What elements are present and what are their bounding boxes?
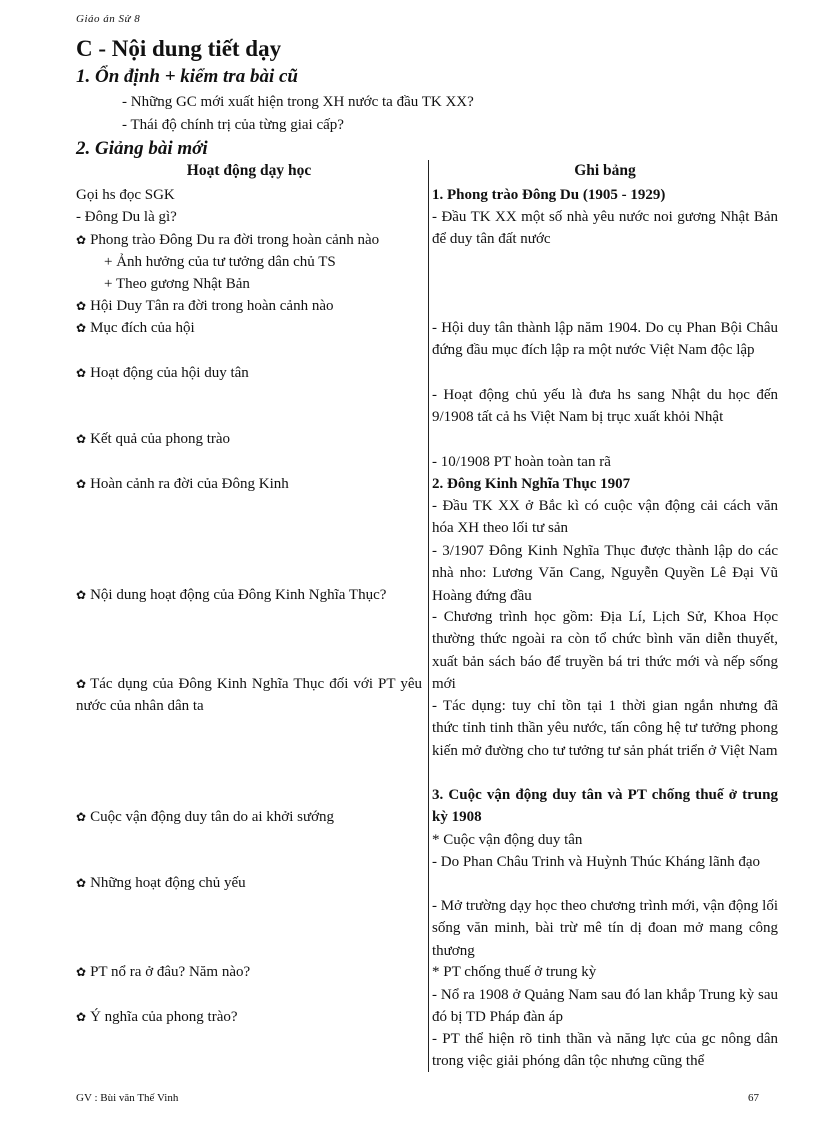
right-item: - 10/1908 PT hoàn toàn tan rã — [432, 454, 611, 470]
right-item: - Hoạt động chủ yếu là đưa hs sang Nhật du học đến 9/1908 tất cả hs Việt Nam bị trục xuất khỏi Nhật — [432, 387, 778, 426]
section-title: C - Nội dung tiết dạy — [76, 36, 282, 61]
flower-bullet-icon — [76, 964, 90, 980]
right-item: - Chương trình học gồm: Địa Lí, Lịch Sử, Khoa Học thường thức ngoài ra còn tổ chức bình văn diễn thuyết, xuất bản sách báo để truyền bá tri thức mới và nếp sống mới — [432, 609, 778, 692]
left-item: + Theo gương Nhật Bản — [104, 276, 250, 292]
review-question-1: - Những GC mới xuất hiện trong XH nước ta đầu TK XX? — [122, 94, 474, 110]
right-item: - PT thể hiện rõ tinh thần và năng lực của gc nông dân trong việc giải phóng dân tộc nhưng cũng thể — [432, 1031, 778, 1070]
right-item: - Tác dụng: tuy chỉ tồn tại 1 thời gian ngắn nhưng đã thức tỉnh tinh thần yêu nước, tấn công hệ tư tưởng phong kiến mở đường cho tư tưởng tư sản phát triển ở Việt Nam — [432, 698, 778, 759]
footer-page-number: 67 — [748, 1092, 759, 1104]
column-header-activities: Hoạt động dạy học — [186, 162, 312, 179]
left-item: Gọi hs đọc SGK — [76, 187, 175, 203]
right-item: * PT chống thuế ở trung kỳ — [432, 964, 597, 980]
left-item: ✿ Hội Duy Tân ra đời trong hoàn cảnh nào — [76, 295, 422, 317]
right-item: - Mở trường dạy học theo chương trình mới, vận động lối sống văn minh, bài trừ mê tín dị đoan mở mang công thương — [432, 898, 778, 959]
flower-bullet-icon — [76, 676, 90, 692]
right-heading: 2. Đông Kinh Nghĩa Thục 1907 — [432, 476, 631, 492]
right-item: - Đầu TK XX một số nhà yêu nước noi gương Nhật Bản để duy tân đất nước — [432, 209, 778, 248]
flower-bullet-icon — [76, 587, 90, 603]
right-item: - Nổ ra 1908 ở Quảng Nam sau đó lan khắp Trung kỳ sau đó bị TD Pháp đàn áp — [432, 987, 778, 1026]
left-item: ✿ Cuộc vận động duy tân do ai khởi sướng — [76, 806, 422, 828]
footer-author: GV : Bùi văn Thế Vinh — [76, 1092, 179, 1104]
flower-bullet-icon — [76, 298, 90, 314]
left-item: ✿ Mục đích của hội — [76, 317, 422, 339]
header-note: Giáo án Sử 8 — [76, 13, 141, 25]
flower-bullet-icon — [76, 875, 90, 891]
right-item: - 3/1907 Đông Kinh Nghĩa Thục được thành lập do các nhà nho: Lương Văn Cang, Nguyễn Quyền Lê Đại Vũ Hoàng đứng đầu — [432, 543, 778, 604]
flower-bullet-icon — [76, 232, 90, 248]
flower-bullet-icon — [76, 320, 90, 336]
column-divider — [428, 160, 429, 1072]
flower-bullet-icon — [76, 809, 90, 825]
flower-bullet-icon — [76, 1009, 90, 1025]
left-item: ✿ Hoạt động của hội duy tân — [76, 362, 422, 384]
right-heading: 1. Phong trào Đông Du (1905 - 1929) — [432, 187, 666, 203]
right-item: - Đầu TK XX ở Bắc kì có cuộc vận động cải cách văn hóa XH theo lối tư sản — [432, 498, 778, 537]
left-item: ✿ PT nổ ra ở đâu? Năm nào? — [76, 961, 422, 983]
left-item: ✿ Kết quả của phong trào — [76, 428, 422, 450]
part1-title: 1. Ổn định + kiểm tra bài cũ — [76, 66, 298, 87]
part2-title: 2. Giảng bài mới — [76, 138, 208, 159]
left-item: - Đông Du là gì? — [76, 209, 177, 225]
left-item: ✿ Ý nghĩa của phong trào? — [76, 1006, 422, 1028]
flower-bullet-icon — [76, 476, 90, 492]
right-item: - Hội duy tân thành lập năm 1904. Do cụ Phan Bội Châu đứng đầu mục đích lập ra một nước Việt Nam độc lập — [432, 320, 778, 359]
left-item: ✿ Những hoạt động chủ yếu — [76, 872, 422, 894]
column-header-notes: Ghi bảng — [574, 162, 636, 179]
right-item: * Cuộc vận động duy tân — [432, 832, 583, 848]
left-item: ✿ Phong trào Đông Du ra đời trong hoàn cảnh nào — [76, 229, 422, 251]
left-item: ✿ Nội dung hoạt động của Đông Kinh Nghĩa Thục? — [76, 584, 422, 606]
flower-bullet-icon — [76, 431, 90, 447]
right-heading: 3. Cuộc vận động duy tân và PT chống thuế ở trung kỳ 1908 — [432, 787, 778, 826]
left-item: + Ảnh hưởng của tư tưởng dân chủ TS — [104, 254, 336, 270]
left-item: ✿ Tác dụng của Đông Kinh Nghĩa Thục đối với PT yêu nước của nhân dân ta — [76, 673, 422, 718]
review-question-2: - Thái độ chính trị của từng giai cấp? — [122, 117, 344, 133]
right-item: - Do Phan Châu Trinh và Huỳnh Thúc Kháng lãnh đạo — [432, 854, 761, 870]
flower-bullet-icon — [76, 365, 90, 381]
left-item: ✿ Hoàn cảnh ra đời của Đông Kinh — [76, 473, 422, 495]
